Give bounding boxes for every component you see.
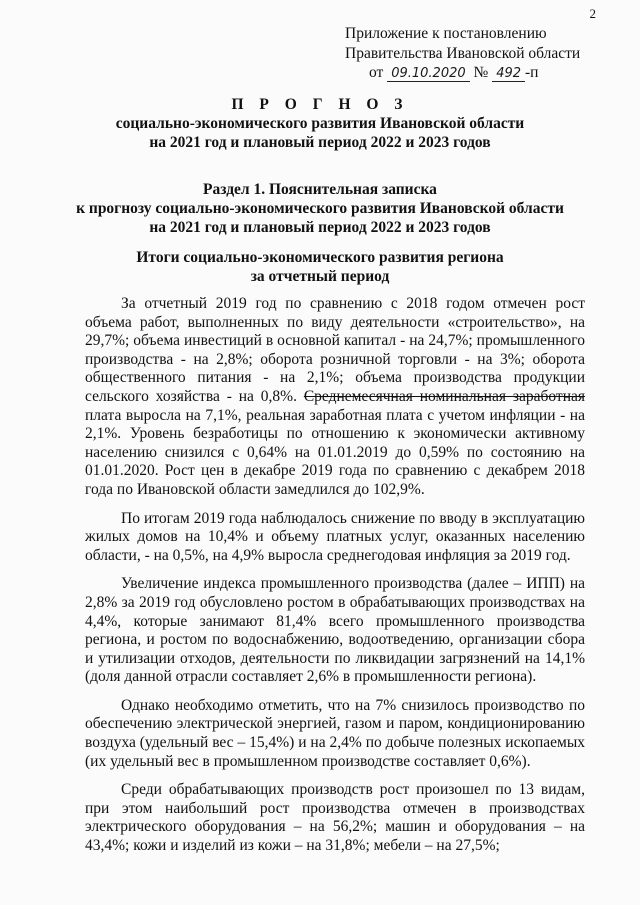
paragraph-3: Увеличение индекса промышленного производства (далее – ИПП) на 2,8% за 2019 год обусловлено ростом в обрабатывающих производствах на 4,4%, которые занимают 81,4% всего промышленного производства региона, и ростом по водоснабжению, водоотведению, организации сбора и утилизации отходов, деятельности по ликвидации загрязнений на 14,1% (доля данной отрасли составляет 2,6% в промышленности региона). bbox=[85, 575, 585, 686]
number-suffix: -п bbox=[525, 64, 539, 81]
handwritten-date: 09.10.2020 bbox=[387, 66, 469, 82]
document-subtitle-2: на 2021 год и плановый период 2022 и 2023 годов bbox=[149, 134, 491, 151]
section-heading-3: на 2021 год и плановый период 2022 и 2023 годов bbox=[149, 219, 491, 236]
document-title: П Р О Г Н О З bbox=[231, 96, 409, 113]
paragraph-1-part-b: плата выросла на 7,1%, реальная заработная плата с учетом инфляции - на 2,1%. Уровень безработицы по отношению к экономически активному населению снизился с 0,64% на 01.01.2019 до 0,59% по состоянию на 01.01.2020. Рост цен в декабре 2019 года по сравнению с декабрем 2018 года по Ивановской области замедлился до 102,9%. bbox=[85, 406, 585, 498]
paragraph-1 bbox=[85, 295, 585, 500]
subheading-2: за отчетный период bbox=[250, 268, 390, 285]
body-text bbox=[85, 295, 585, 866]
number-prefix: № bbox=[473, 64, 489, 81]
section-heading-2: к прогнозу социально-экономического развития Ивановской области bbox=[76, 200, 564, 217]
paragraph-1-part-a: За отчетный 2019 год по сравнению с 2018 годом отмечен рост объема работ, выполненных по виду деятельности «строительство», на 29,7%; объема инвестиций в основной капитал - на 24,7%; промышленного производства - на 2,8%; оборота розничной торговли - на 3%; оборота общественного питания - на 2,1%; объема производства продукции сельского хозяйства - на 0,8%. bbox=[85, 295, 585, 405]
appendix-header bbox=[345, 24, 580, 83]
appendix-line-2: Правительства Ивановской области bbox=[345, 44, 581, 62]
paragraph-5: Среди обрабатывающих производств рост произошел по 13 видам, при этом наибольший рост производства отмечен в производствах электрического оборудования – на 56,2%; машин и оборудования – на 43,4%; кожи и изделий из кожи – на 31,8%; мебели – на 27,5%; bbox=[85, 781, 585, 855]
page-number: 2 bbox=[589, 6, 596, 21]
appendix-line-1: Приложение к постановлению bbox=[345, 25, 547, 42]
handwritten-number: 492 bbox=[492, 66, 525, 82]
paragraph-2: По итогам 2019 года наблюдалось снижение по вводу в эксплуатацию жилых домов на 10,4% и объему платных услуг, оказанных населению области, - на 0,5%, на 4,9% выросла среднегодовая инфляция за 2019 год. bbox=[85, 509, 585, 564]
subheading-1: Итоги социально-экономического развития региона bbox=[136, 249, 504, 266]
date-prefix: от bbox=[369, 64, 384, 81]
appendix-date-line bbox=[369, 63, 580, 83]
paragraph-4: Однако необходимо отметить, что на 7% снизилось производство по обеспечению электрической энергией, газом и паром, кондиционированию воздуха (удельный вес – 15,4%) и на 2,4% по добыче полезных ископаемых (их удельный вес в промышленном производстве составляет 0,6%). bbox=[85, 696, 585, 770]
document-subtitle-1: социально-экономического развития Ивановской области bbox=[115, 115, 525, 132]
struck-text: Среднемесячная номинальная заработная bbox=[303, 387, 585, 405]
section-heading-1: Раздел 1. Пояснительная записка bbox=[203, 181, 437, 198]
